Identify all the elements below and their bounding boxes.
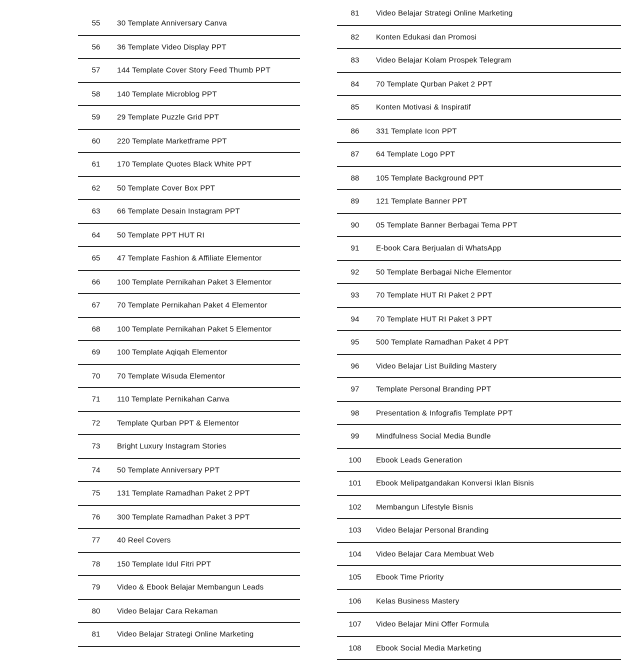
item-number: 55: [78, 19, 114, 28]
item-number: 91: [337, 244, 373, 253]
list-row: [78, 600, 300, 624]
item-number: 73: [78, 442, 114, 451]
item-number: 75: [78, 489, 114, 498]
list-row: [78, 130, 300, 154]
item-title: 70 Template Pernikahan Paket 4 Elementor: [117, 301, 300, 310]
item-title: Mindfulness Social Media Bundle: [376, 432, 621, 441]
item-title: Video Belajar Strategi Online Marketing: [117, 630, 300, 639]
item-title: 50 Template PPT HUT RI: [117, 230, 300, 239]
item-title: Video Belajar Cara Membuat Web: [376, 549, 621, 558]
item-title: 110 Template Pernikahan Canva: [117, 395, 300, 404]
item-title: 331 Template Icon PPT: [376, 126, 621, 135]
item-number: 70: [78, 371, 114, 380]
item-number: 64: [78, 230, 114, 239]
list-row: [78, 365, 300, 389]
list-row: [337, 378, 621, 402]
list-row: [337, 26, 621, 50]
item-title: 50 Template Berbagai Niche Elementor: [376, 267, 621, 276]
list-row: [337, 190, 621, 214]
item-number: 93: [337, 291, 373, 300]
item-number: 82: [337, 32, 373, 41]
item-number: 57: [78, 66, 114, 75]
item-title: 70 Template Wisuda Elementor: [117, 371, 300, 380]
item-number: 68: [78, 324, 114, 333]
list-row: [78, 59, 300, 83]
item-title: Video Belajar Cara Rekaman: [117, 606, 300, 615]
item-number: 56: [78, 42, 114, 51]
item-number: 81: [337, 9, 373, 18]
item-number: 105: [337, 573, 373, 582]
item-number: 67: [78, 301, 114, 310]
item-title: 144 Template Cover Story Feed Thumb PPT: [117, 66, 300, 75]
list-row: [78, 200, 300, 224]
item-number: 87: [337, 150, 373, 159]
item-title: 100 Template Pernikahan Paket 3 Elementor: [117, 277, 300, 286]
item-number: 107: [337, 620, 373, 629]
list-row: [337, 237, 621, 261]
list-row: [337, 402, 621, 426]
list-row: [78, 83, 300, 107]
list-row: [337, 543, 621, 567]
list-row: [78, 506, 300, 530]
item-number: 79: [78, 583, 114, 592]
item-number: 108: [337, 643, 373, 652]
item-title: Kelas Business Mastery: [376, 596, 621, 605]
item-number: 66: [78, 277, 114, 286]
list-row: [78, 341, 300, 365]
item-number: 106: [337, 596, 373, 605]
list-row: [337, 284, 621, 308]
list-row: [78, 459, 300, 483]
item-title: 30 Template Anniversary Canva: [117, 19, 300, 28]
item-number: 65: [78, 254, 114, 263]
list-row: [78, 576, 300, 600]
item-title: 140 Template Microblog PPT: [117, 89, 300, 98]
list-row: [337, 120, 621, 144]
item-number: 69: [78, 348, 114, 357]
item-number: 101: [337, 479, 373, 488]
item-number: 95: [337, 338, 373, 347]
item-title: Presentation & Infografis Template PPT: [376, 408, 621, 417]
list-row: [337, 73, 621, 97]
list-row: [337, 566, 621, 590]
list-row: [78, 294, 300, 318]
list-row: [78, 318, 300, 342]
item-title: 29 Template Puzzle Grid PPT: [117, 113, 300, 122]
item-title: Ebook Social Media Marketing: [376, 643, 621, 652]
item-title: 100 Template Pernikahan Paket 5 Elementor: [117, 324, 300, 333]
list-row: [78, 388, 300, 412]
item-number: 90: [337, 220, 373, 229]
item-number: 72: [78, 418, 114, 427]
item-number: 86: [337, 126, 373, 135]
item-number: 85: [337, 103, 373, 112]
item-number: 61: [78, 160, 114, 169]
item-title: 40 Reel Covers: [117, 536, 300, 545]
item-title: Template Qurban PPT & Elementor: [117, 418, 300, 427]
list-row: [337, 49, 621, 73]
list-row: [337, 331, 621, 355]
item-number: 97: [337, 385, 373, 394]
list-row: [337, 472, 621, 496]
list-row: [78, 623, 300, 647]
item-number: 81: [78, 630, 114, 639]
item-title: 105 Template Background PPT: [376, 173, 621, 182]
item-number: 80: [78, 606, 114, 615]
item-title: 121 Template Banner PPT: [376, 197, 621, 206]
list-row: [78, 36, 300, 60]
item-number: 103: [337, 526, 373, 535]
item-number: 58: [78, 89, 114, 98]
item-title: 47 Template Fashion & Affiliate Elementor: [117, 254, 300, 263]
list-row: [337, 519, 621, 543]
item-title: 50 Template Anniversary PPT: [117, 465, 300, 474]
list-row: [337, 308, 621, 332]
item-title: Template Personal Branding PPT: [376, 385, 621, 394]
list-row: [337, 261, 621, 285]
list-row: [337, 167, 621, 191]
item-title: 50 Template Cover Box PPT: [117, 183, 300, 192]
item-number: 77: [78, 536, 114, 545]
item-title: Video Belajar Personal Branding: [376, 526, 621, 535]
item-number: 99: [337, 432, 373, 441]
item-title: Video Belajar List Building Mastery: [376, 361, 621, 370]
item-title: 100 Template Aqiqah Elementor: [117, 348, 300, 357]
list-row: [337, 214, 621, 238]
list-row: [78, 153, 300, 177]
item-title: Video Belajar Kolam Prospek Telegram: [376, 56, 621, 65]
right-column: [337, 2, 621, 660]
list-row: [337, 355, 621, 379]
list-row: [78, 529, 300, 553]
list-row: [78, 177, 300, 201]
list-row: [337, 2, 621, 26]
list-row: [78, 412, 300, 436]
item-number: 59: [78, 113, 114, 122]
list-row: [78, 12, 300, 36]
item-title: 300 Template Ramadhan Paket 3 PPT: [117, 512, 300, 521]
item-number: 76: [78, 512, 114, 521]
list-row: [78, 482, 300, 506]
item-title: 220 Template Marketframe PPT: [117, 136, 300, 145]
item-title: Ebook Leads Generation: [376, 455, 621, 464]
item-title: 64 Template Logo PPT: [376, 150, 621, 159]
item-number: 84: [337, 79, 373, 88]
item-title: Membangun Lifestyle Bisnis: [376, 502, 621, 511]
left-column: [78, 12, 300, 647]
item-number: 89: [337, 197, 373, 206]
item-title: 66 Template Desain Instagram PPT: [117, 207, 300, 216]
list-row: [337, 496, 621, 520]
item-title: 70 Template HUT RI Paket 2 PPT: [376, 291, 621, 300]
list-row: [337, 449, 621, 473]
list-row: [337, 96, 621, 120]
item-title: Bright Luxury Instagram Stories: [117, 442, 300, 451]
item-title: Konten Edukasi dan Promosi: [376, 32, 621, 41]
item-number: 88: [337, 173, 373, 182]
item-number: 96: [337, 361, 373, 370]
list-row: [337, 637, 621, 660]
item-number: 104: [337, 549, 373, 558]
item-number: 60: [78, 136, 114, 145]
list-row: [78, 106, 300, 130]
list-row: [78, 553, 300, 577]
item-number: 94: [337, 314, 373, 323]
item-title: Ebook Melipatgandakan Konversi Iklan Bisnis: [376, 479, 621, 488]
list-row: [337, 425, 621, 449]
item-number: 78: [78, 559, 114, 568]
item-title: 150 Template Idul Fitri PPT: [117, 559, 300, 568]
item-title: 500 Template Ramadhan Paket 4 PPT: [376, 338, 621, 347]
list-row: [78, 247, 300, 271]
list-row: [337, 613, 621, 637]
item-title: 70 Template Qurban Paket 2 PPT: [376, 79, 621, 88]
item-title: 70 Template HUT RI Paket 3 PPT: [376, 314, 621, 323]
item-number: 102: [337, 502, 373, 511]
item-title: 131 Template Ramadhan Paket 2 PPT: [117, 489, 300, 498]
list-row: [78, 224, 300, 248]
item-number: 100: [337, 455, 373, 464]
item-title: Video Belajar Mini Offer Formula: [376, 620, 621, 629]
item-number: 71: [78, 395, 114, 404]
item-number: 63: [78, 207, 114, 216]
item-number: 62: [78, 183, 114, 192]
item-title: Video Belajar Strategi Online Marketing: [376, 9, 621, 18]
item-title: Ebook Time Priority: [376, 573, 621, 582]
item-number: 92: [337, 267, 373, 276]
list-row: [78, 271, 300, 295]
item-title: 170 Template Quotes Black White PPT: [117, 160, 300, 169]
item-title: 36 Template Video Display PPT: [117, 42, 300, 51]
list-row: [337, 143, 621, 167]
item-title: E-book Cara Berjualan di WhatsApp: [376, 244, 621, 253]
list-row: [78, 435, 300, 459]
list-row: [337, 590, 621, 614]
item-number: 98: [337, 408, 373, 417]
item-number: 83: [337, 56, 373, 65]
item-title: 05 Template Banner Berbagai Tema PPT: [376, 220, 621, 229]
item-title: Video & Ebook Belajar Membangun Leads: [117, 583, 300, 592]
item-number: 74: [78, 465, 114, 474]
item-title: Konten Motivasi & Inspiratif: [376, 103, 621, 112]
